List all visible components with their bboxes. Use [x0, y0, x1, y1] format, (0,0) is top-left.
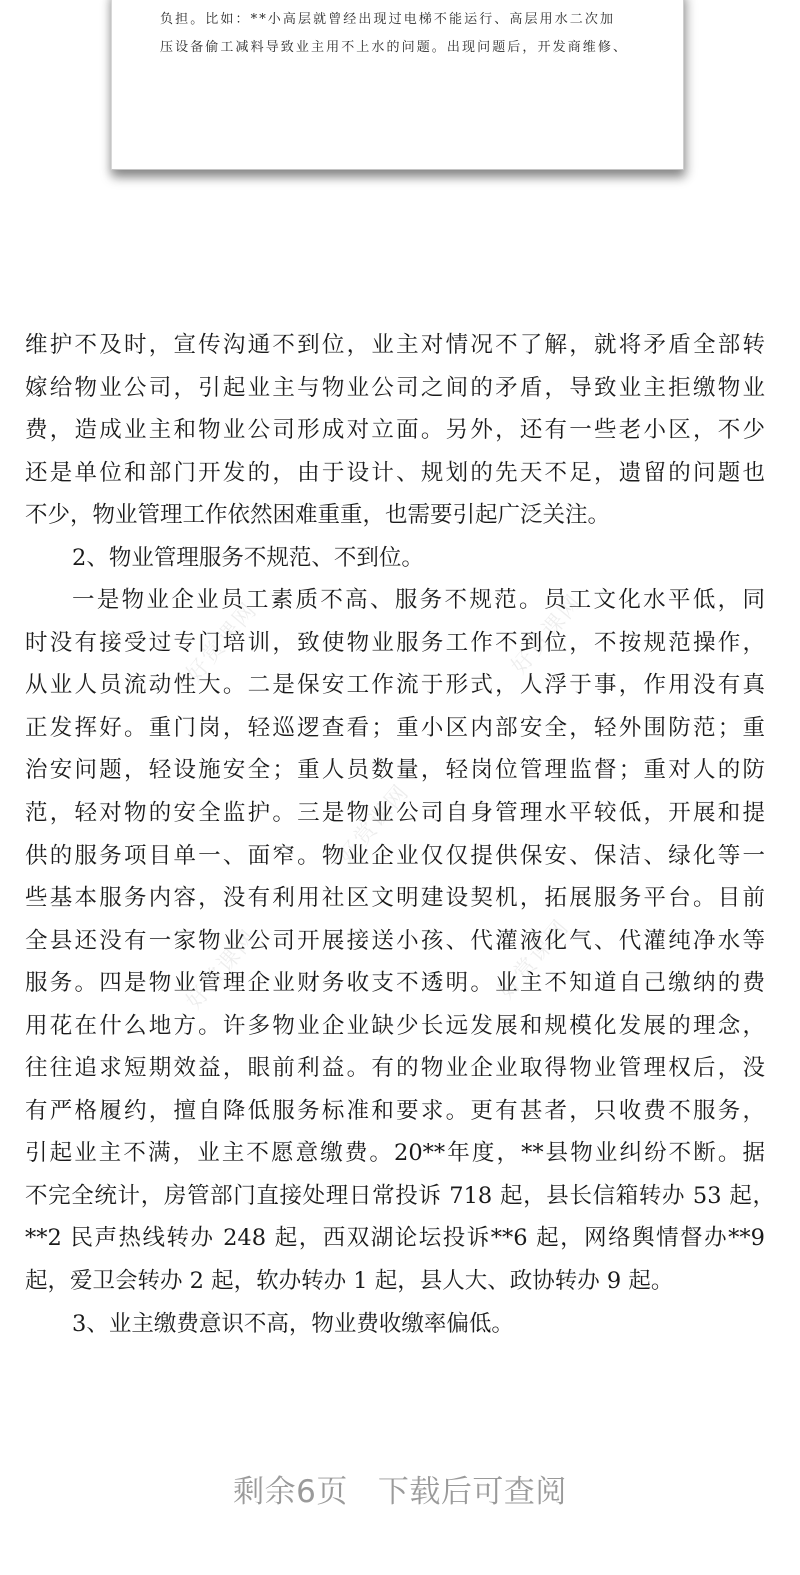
- text-line: 正发挥好。重门岗，轻巡逻查看；重小区内部安全，轻外围防范；重: [25, 714, 765, 741]
- preview-line: 压设备偷工减料导致业主用不上水的问题。出现问题后，开发商维修、: [160, 40, 629, 55]
- section-heading: 3、业主缴费意识不高，物业费收缴率偏低。: [72, 1310, 514, 1337]
- watermark: 好赏课网: [506, 589, 588, 680]
- text-line: 用花在什么地方。许多物业企业缺少长远发展和规模化发展的理念，: [25, 1012, 765, 1039]
- preview-line: 负担。比如：**小高层就曾经出现过电梯不能运行、高层用水二次加: [160, 12, 616, 27]
- text-line: 全县还没有一家物业公司开展接送小孩、代灌液化气、代灌纯净水等: [25, 927, 765, 954]
- text-line: 嫁给物业公司，引起业主与物业公司之间的矛盾，导致业主拒缴物业: [25, 374, 765, 401]
- text-line: 一是物业企业员工素质不高、服务不规范。员工文化水平低，同: [72, 587, 765, 614]
- text-line: 往往追求短期效益，眼前利益。有的物业企业取得物业管理权后，没: [25, 1055, 765, 1082]
- watermark: 好赏课网: [333, 779, 415, 870]
- text-line: 治安问题，轻设施安全；重人员数量，轻岗位管理监督；重对人的防: [25, 757, 765, 784]
- text-line: 供的服务项目单一、面窄。物业企业仅仅提供保安、保洁、绿化等一: [25, 842, 765, 869]
- text-line: 费，造成业主和物业公司形成对立面。另外，还有一些老小区，不少: [25, 417, 765, 444]
- text-line: 维护不及时，宣传沟通不到位，业主对情况不了解，就将矛盾全部转: [25, 332, 765, 358]
- text-line: 有严格履约，擅自降低服务标准和要求。更有甚者，只收费不服务，: [25, 1097, 765, 1124]
- section-heading: 2、物业管理服务不规范、不到位。: [72, 544, 424, 571]
- text-line: 时没有接受过专门培训，致使物业服务工作不到位，不按规范操作，: [25, 629, 765, 656]
- text-line: 范，轻对物的安全监护。三是物业公司自身管理水平较低，开展和提: [25, 800, 765, 827]
- remaining-pages-label: 剩余6页: [233, 1474, 348, 1510]
- text-line: 还是单位和部门开发的，由于设计、规划的先天不足，遗留的问题也: [25, 459, 765, 486]
- watermark: 好赏课网: [181, 597, 263, 688]
- watermark: 好赏课网: [493, 914, 575, 1005]
- text-line: 从业人员流动性大。二是保安工作流于形式，人浮于事，作用没有真: [25, 672, 765, 699]
- watermark: 好赏课网: [181, 924, 263, 1015]
- text-line: 些基本服务内容，没有利用社区文明建设契机，拓展服务平台。目前: [25, 885, 765, 912]
- download-prompt[interactable]: [0, 1466, 800, 1511]
- text-line: **2 民声热线转办 248 起，西双湖论坛投诉**6 起，网络舆情督办**9: [25, 1225, 765, 1252]
- document-body: [25, 327, 775, 1348]
- text-line: 起，爱卫会转办 2 起，软办转办 1 起，县人大、政协转办 9 起。: [25, 1268, 674, 1295]
- text-line: 不少，物业管理工作依然困难重重，也需要引起广泛关注。: [25, 502, 611, 529]
- text-line: 服务。四是物业管理企业财务收支不透明。业主不知道自己缴纳的费: [25, 970, 765, 997]
- text-line: 引起业主不满，业主不愿意缴费。20**年度，**县物业纠纷不断。据: [25, 1140, 765, 1167]
- download-hint-label: 下载后可查阅: [377, 1474, 567, 1510]
- text-line: 不完全统计，房管部门直接处理日常投诉 718 起，县长信箱转办 53 起，: [25, 1182, 775, 1209]
- preview-page-card: [111, 0, 684, 170]
